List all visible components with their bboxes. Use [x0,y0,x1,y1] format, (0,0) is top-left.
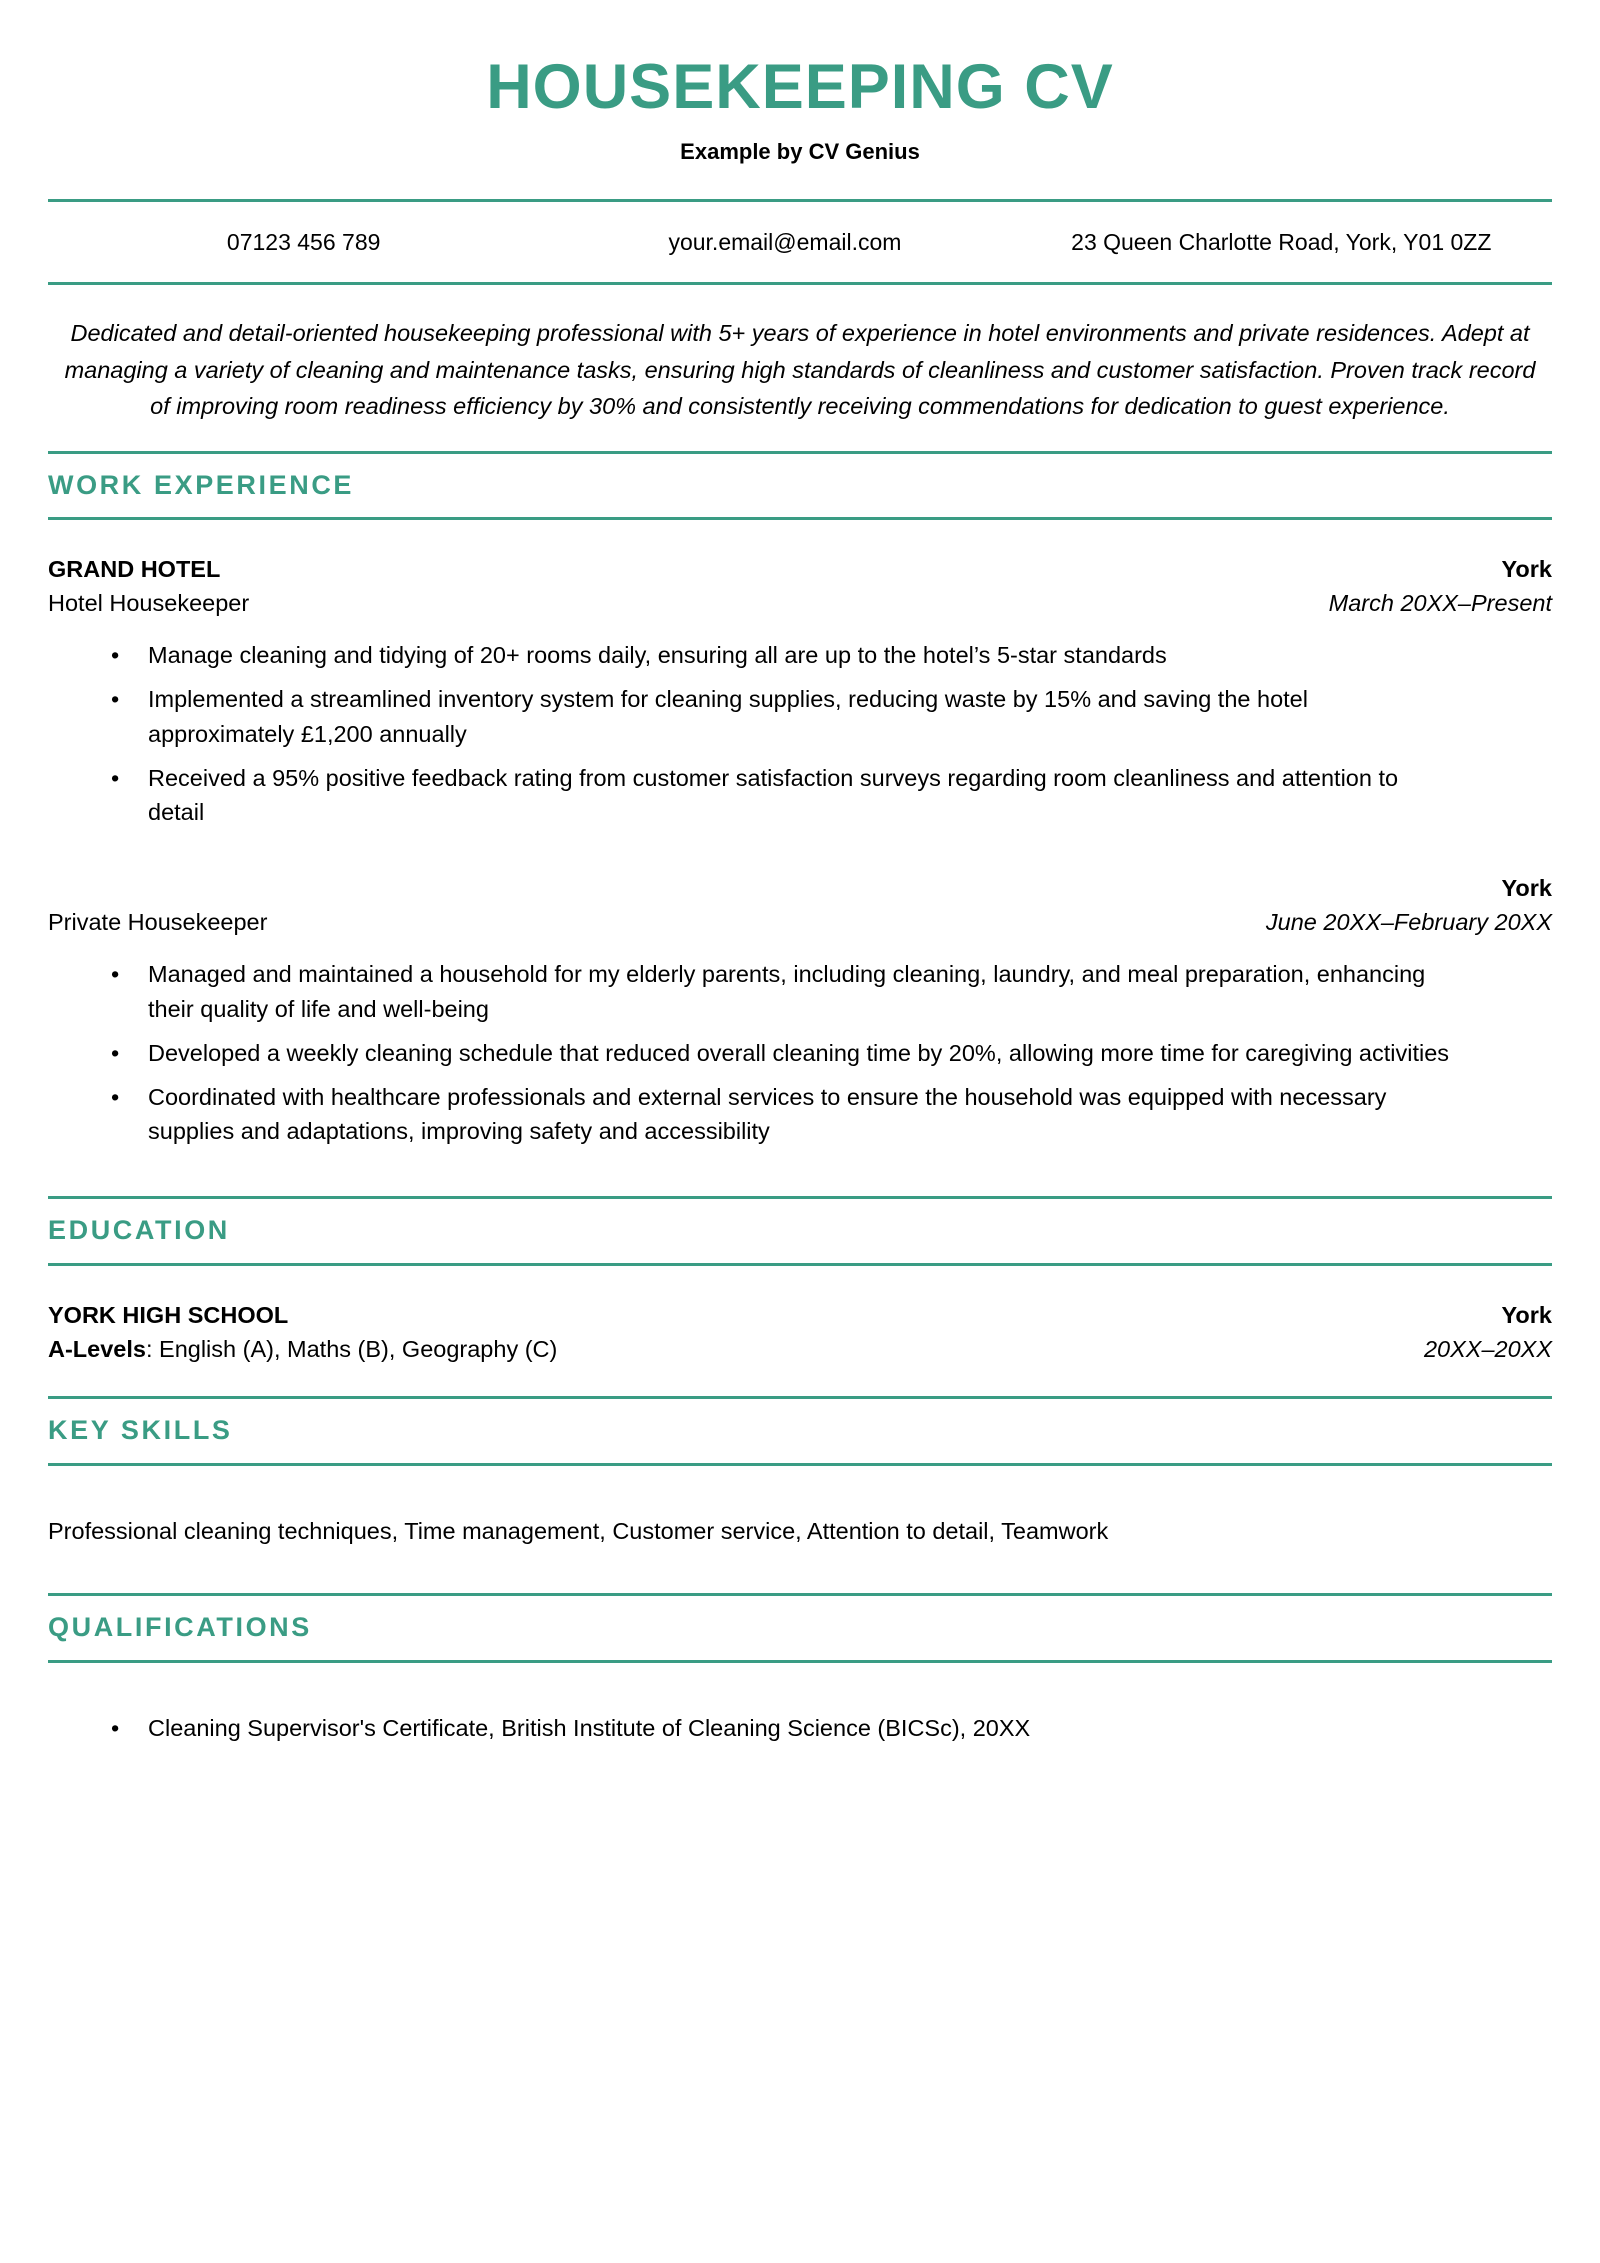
education-qualification-label: A-Levels [48,1335,146,1362]
bullet-icon: • [111,642,120,669]
education-school-row [48,1298,1552,1332]
section-heading-skills: KEY SKILLS [48,1414,233,1445]
bullet-icon: • [111,1714,120,1741]
work-entry [48,839,1552,1149]
list-item [48,1711,1552,1746]
work-entry-dates: June 20XX–February 20XX [1265,909,1552,936]
contact-address: 23 Queen Charlotte Road, York, Y01 0ZZ [1071,229,1492,256]
contact-phone: 07123 456 789 [226,229,381,256]
section-education [48,1196,1552,1396]
work-entry-company: GRAND HOTEL [48,556,221,583]
work-entry-bullets [48,638,1552,830]
qualifications-body [48,1663,1552,1795]
education-school: YORK HIGH SCHOOL [48,1301,289,1328]
list-item [48,957,1552,1027]
section-key-skills [48,1396,1552,1593]
page-subtitle: Example by CV Genius [680,139,920,164]
list-item [48,638,1552,673]
page-title: HOUSEKEEPING CV [486,52,1114,122]
bullet-icon: • [111,961,120,988]
spacer [48,1158,1552,1196]
work-entry-role-row [48,905,1552,939]
work-entry-location: York [1501,556,1552,583]
work-entry-role: Private Housekeeper [48,909,268,936]
work-entry [48,520,1552,830]
bullet-icon: • [111,1083,120,1110]
education-qualification [48,1332,557,1366]
education-entry [48,1266,1552,1396]
education-qualification-row [48,1332,1552,1366]
list-item [48,1036,1552,1071]
section-heading-work: WORK EXPERIENCE [48,469,355,500]
list-item-text: Cleaning Supervisor's Certificate, British Institute of Cleaning Science (BICSc), 20XX [148,1714,1031,1741]
professional-summary: Dedicated and detail-oriented housekeeping professional with 5+ years of experience in hotel environments and private residences. Adept at managing a variety of cleaning and maintenance tasks, ensuring high standards of cleanliness and customer satisfaction. Proven track record of improving room readiness efficiency by 30% and consistently receiving commendations for dedication to guest experience. [64,320,1536,420]
section-work-experience [48,451,1552,1197]
list-item-text: Implemented a streamlined inventory system for cleaning supplies, reducing waste by 15% and saving the hotel approximately £1,200 annually [148,686,1308,747]
work-entry-dates: March 20XX–Present [1328,590,1552,617]
education-location: York [1501,1301,1552,1328]
section-qualifications [48,1593,1552,1794]
list-item-text: Developed a weekly cleaning schedule that reduced overall cleaning time by 20%, allowing more time for caregiving activities [148,1039,1450,1066]
contact-bar [48,202,1552,282]
bullet-icon: • [111,764,120,791]
work-entries [48,520,1552,1196]
work-entry-bullets [48,957,1552,1149]
work-entry-role-row [48,586,1552,620]
list-item [48,761,1552,831]
key-skills-text: Professional cleaning techniques, Time management, Customer service, Attention to detail, Teamwork [48,1517,1109,1544]
education-dates: 20XX–20XX [1423,1335,1552,1362]
list-item-text: Manage cleaning and tidying of 20+ rooms daily, ensuring all are up to the hotel’s 5-star standards [148,642,1167,669]
work-entry-company-row [48,871,1552,905]
list-item [48,1080,1552,1150]
bullet-icon: • [111,686,120,713]
work-entry-company-row [48,552,1552,586]
list-item [48,682,1552,752]
list-item-text: Managed and maintained a household for my elderly parents, including cleaning, laundry, and meal preparation, enhancing their quality of life and well-being [148,961,1426,1023]
list-item-text: Received a 95% positive feedback rating from customer satisfaction surveys regarding room cleanliness and attention to detail [148,764,1399,826]
work-entry-role: Hotel Housekeeper [48,590,250,617]
contact-email: your.email@email.com [668,229,902,256]
education-qualification-detail: : English (A), Maths (B), Geography (C) [145,1335,558,1362]
bullet-icon: • [111,1039,120,1066]
qualifications-list [48,1711,1552,1746]
section-heading-education: EDUCATION [48,1215,230,1246]
section-heading-qualifications: QUALIFICATIONS [48,1611,312,1642]
work-entry-location: York [1501,875,1552,902]
cv-header [48,0,1552,165]
list-item-text: Coordinated with healthcare professionals and external services to ensure the household was equipped with necessary supplies and adaptations, improving safety and accessibility [148,1083,1387,1145]
